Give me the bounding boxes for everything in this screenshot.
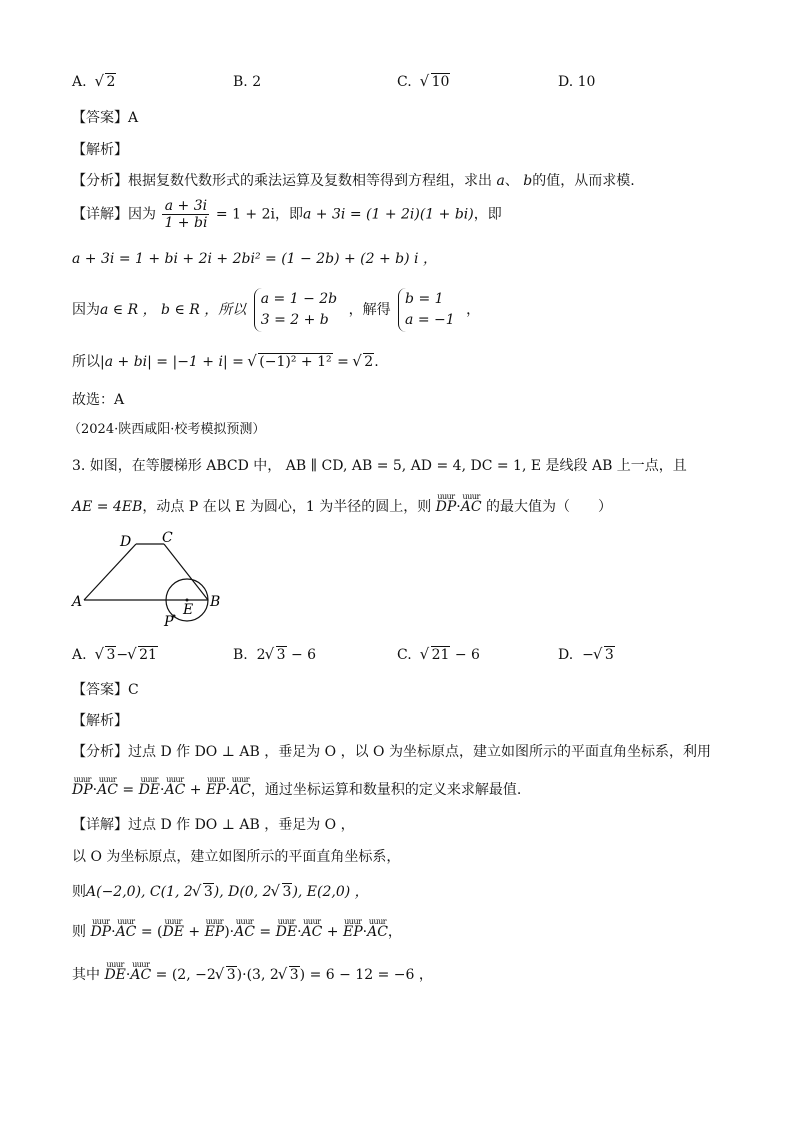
q3-option-c: C. √ 21 − 6 — [397, 645, 480, 665]
q3-option-d: D. −√ 3 — [558, 645, 615, 665]
label-c: C — [162, 530, 173, 546]
q3-source: （2024·陕西咸阳·校考模拟预测） — [68, 422, 266, 437]
q3-fenxi-line2: uuur DP·uuur AC = uuur DE·uuur AC + uuur EP·uuur AC，通过坐标运算和数量积的定义来求解最值. — [72, 780, 521, 800]
q2-guxuan: 故选：A — [72, 392, 125, 408]
q3-jiexi-heading: 【解析】 — [72, 713, 128, 729]
label-b: B — [210, 594, 221, 610]
q3-fenxi-line1: 【分析】过点 D 作 DO ⊥ AB ，垂足为 O ，以 O 为坐标原点，建立如图所示的平面直角坐标系，利用 — [72, 744, 711, 760]
trapezoid-figure — [68, 530, 228, 630]
q2-xiangjie-line1: 【详解】因为 $\frac{a + 3i}{1 + bi}$ = 1 + 2i，即a + 3i = (1 + 2i)(1 + bi)，即 — [72, 198, 502, 231]
q2-option-a: A. √ 2 — [72, 72, 116, 92]
q3-compute-line: 其中 uuur DE·uuur AC = (2, −2√ 3)·(3, 2√ 3) = 6 − 12 = −6 ， — [72, 965, 433, 985]
q2-option-d: D. 10 — [558, 74, 596, 90]
label-a: A — [72, 594, 83, 610]
q2-answer: 【答案】A — [72, 110, 139, 126]
q3-coords-line: 则A(−2,0), C(1, 2√ 3), D(0, 2√ 3), E(2,0) ， — [72, 882, 369, 902]
q3-option-a: A. √ 3−√ 21 — [72, 645, 158, 665]
segment-ad — [84, 544, 136, 600]
q2-jiexi-heading: 【解析】 — [72, 142, 128, 158]
q2-system-line: 因为a ∈ R ， b ∈ R ，所以 a = 1 − 2b 3 = 2 + b ，解得 b = 1 a = −1 ， — [72, 288, 480, 332]
q3-expand-line: 则 uuur DP·uuur AC = (uuur DE + uuur EP)·uuur AC = uuur DE·uuur AC + uuur EP·uuur AC， — [72, 922, 402, 942]
q2-expand-line: a + 3i = 1 + bi + 2i + 2bi² = (1 − 2b) + (2 + b) i ， — [72, 251, 437, 267]
label-e: E — [183, 602, 194, 618]
q3-option-b: B. 2√ 3 − 6 — [233, 645, 316, 665]
q2-modulus-line: 所以|a + bi| = |−1 + i| = √ (−1)² + 1² = √ 2. — [72, 352, 379, 372]
q3-xiangjie: 【详解】过点 D 作 DO ⊥ AB ，垂足为 O ， — [72, 817, 355, 833]
label-p: P — [164, 614, 174, 630]
q2-option-c: C. √ 10 — [397, 72, 450, 92]
q2-fenxi: 【分析】根据复数代数形式的乘法运算及复数相等得到方程组，求出 a、 b的值，从而求模. — [72, 173, 635, 189]
q2-option-b: B. 2 — [233, 74, 262, 90]
q3-answer: 【答案】C — [72, 682, 139, 698]
segment-cb — [164, 544, 208, 600]
q3-stem-line1: 3. 如图，在等腰梯形 ABCD 中， AB ∥ CD, AB = 5, AD = 4, DC = 1, E 是线段 AB 上一点，且 — [72, 458, 687, 474]
q3-origin-line: 以 O 为坐标原点，建立如图所示的平面直角坐标系， — [72, 849, 401, 865]
q3-stem-line2: AE = 4EB，动点 P 在以 E 为圆心，1 为半径的圆上，则 uuur DP·uuur AC 的最大值为（ ） — [72, 497, 612, 517]
label-d: D — [120, 534, 132, 550]
